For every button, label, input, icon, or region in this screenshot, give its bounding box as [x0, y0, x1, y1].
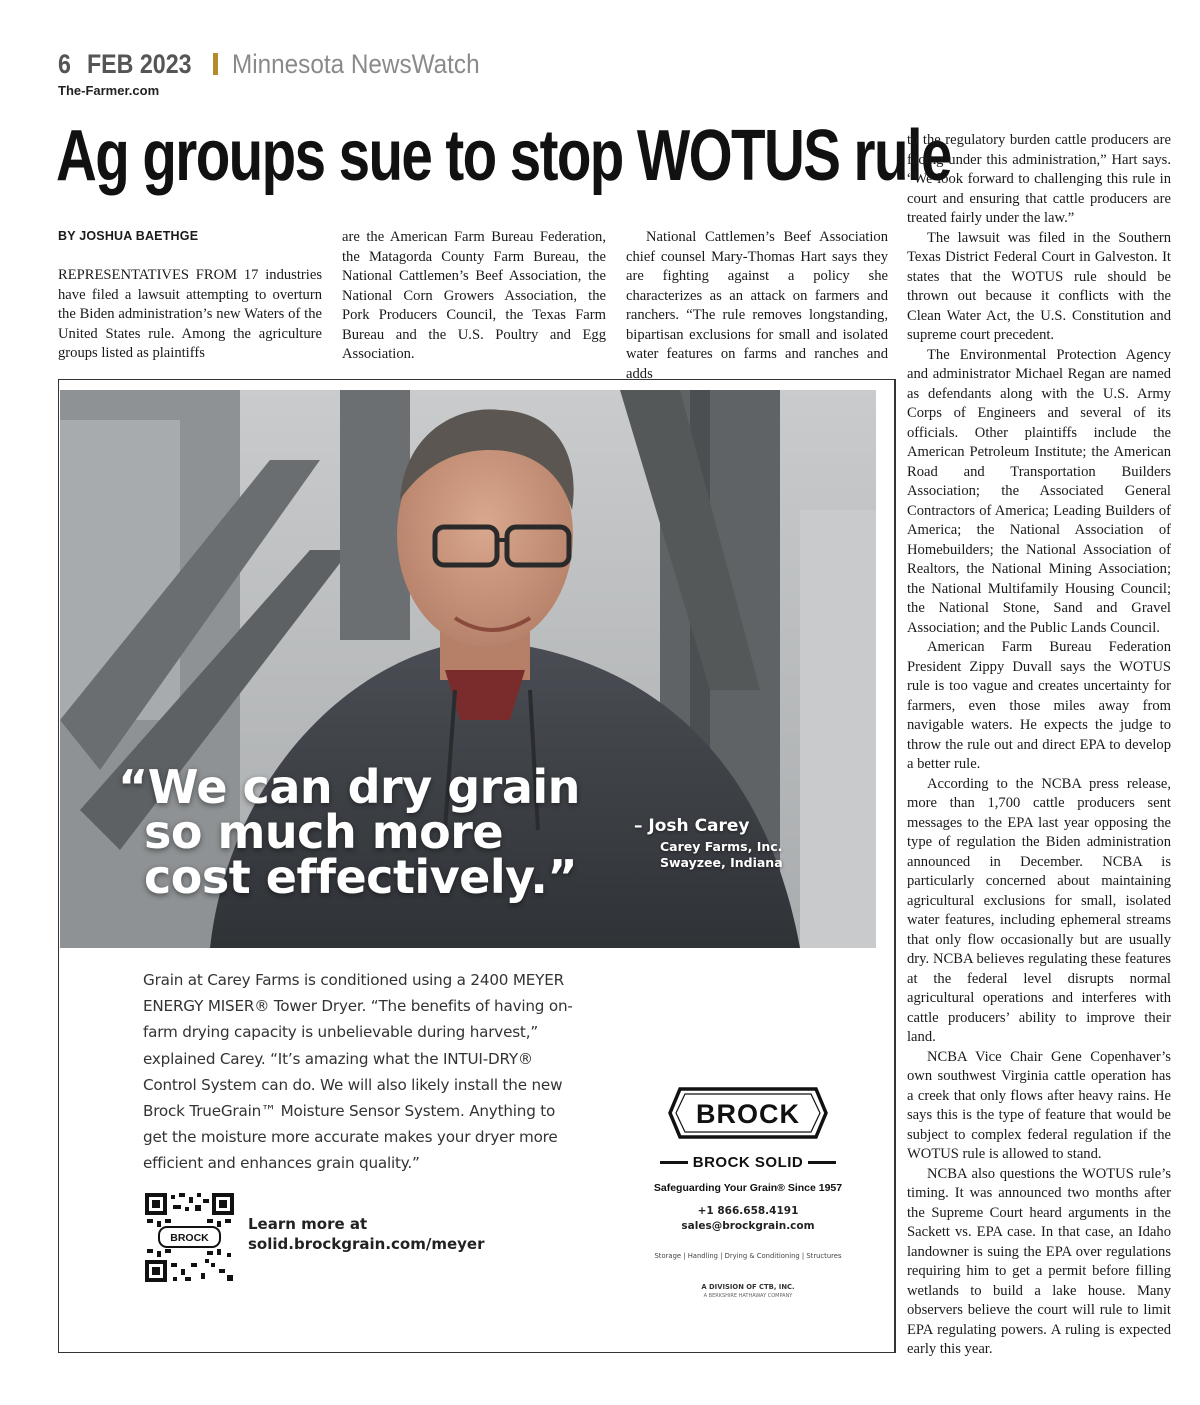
attribution-company: Carey Farms, Inc.	[660, 839, 783, 854]
brock-logo-icon	[668, 1086, 828, 1140]
article-column-4	[907, 131, 1171, 1360]
learn-more-label: Learn more at	[248, 1215, 368, 1233]
column-rule	[895, 379, 896, 1353]
article-column-2	[342, 228, 606, 365]
quote-line: cost effectively.”	[144, 850, 578, 904]
brand-rule-right	[808, 1161, 836, 1164]
qr-code-icon	[145, 1193, 234, 1282]
email-address[interactable]: sales@brockgrain.com	[681, 1220, 815, 1232]
article-column-1	[58, 266, 322, 364]
article-headline: Ag groups sue to stop WOTUS rule	[56, 116, 951, 196]
attribution-location: Swayzee, Indiana	[660, 855, 783, 870]
page-number: 6	[58, 48, 71, 79]
brand-tagline: Safeguarding Your Grain® Since 1957	[653, 1182, 843, 1194]
paragraph: to the regulatory burden cattle producers are facing under this administration,” Hart says. “We look forward to challenging this rule in court and ensuring that cattle producers are treated fairly under the law.”	[907, 132, 1171, 226]
ad-quote	[118, 760, 580, 904]
paragraph: REPRESENTATIVES FROM 17 industries have filed a lawsuit attempting to overturn the Biden administration’s new Waters of the United States rule. Among the agriculture groups listed as plaintiffs	[58, 267, 322, 361]
paragraph: NCBA Vice Chair Gene Copenhaver’s own southwest Virginia cattle operation has a creek that only flows after heavy rains. He says this is the type of feature that would be subject to complex federal regulation if the WOTUS rule is allowed to stand.	[907, 1048, 1171, 1162]
brand-line	[660, 1154, 836, 1171]
brock-logo	[668, 1086, 828, 1140]
division-label: A DIVISION OF CTB, INC.	[701, 1283, 795, 1291]
brand-rule-left	[660, 1161, 688, 1164]
learn-more-url[interactable]: solid.brockgrain.com/meyer	[248, 1235, 485, 1253]
brand-line-text: BROCK SOLID	[692, 1154, 804, 1171]
byline: BY JOSHUA BAETHGE	[58, 229, 199, 243]
parent-company-label: A BERKSHIRE HATHAWAY COMPANY	[703, 1293, 793, 1299]
paragraph: The Environmental Protection Agency and administrator Michael Regan are named as defendants along with the U.S. Army Corps of Engineers and several of its officials. Other plaintiffs include the American Petroleum Institute; the American Road and Transportation Builders Association; the Associated General Contractors of America; Leading Builders of America; the National Association of Homebuilders; the National Association of Realtors, the National Mining Association; the National Multifamily Housing Council; the National Stone, Sand and Gravel Association; and the Public Lands Council.	[907, 346, 1171, 636]
ad-body-copy: Grain at Carey Farms is conditioned using a 2400 MEYER ENERGY MISER® Tower Dryer. “The benefits of having on-farm drying capacity is unbelievable during harvest,” explained Carey. “It’s amazing what the INTUI-DRY® Control System can do. We will also likely install the new Brock TrueGrain™ Moisture Sensor System. Anything to get the moisture more accurate makes your dryer more efficient and enhances grain quality.”	[143, 971, 573, 1173]
services-list: Storage | Handling | Drying & Conditioning | Structures	[654, 1252, 842, 1260]
paragraph: National Cattlemen’s Beef Association chief counsel Mary-Thomas Hart says they are fighting against a policy she characterizes as an attack on farmers and ranchers. “The rule removes longstanding, bipartisan exclusions for small and isolated water features on farms and ranches and adds	[626, 229, 888, 382]
article-column-3	[626, 228, 888, 384]
paragraph: The lawsuit was filed in the Southern Texas District Federal Court in Galveston. It states that the WOTUS rule should be thrown out because it conflicts with the Clean Water Act, the U.S. Constitution and supreme court precedent.	[907, 229, 1171, 343]
quote-line: so much more	[144, 805, 504, 859]
quote-attribution-details	[660, 839, 783, 871]
qr-brand-label: BROCK	[170, 1232, 209, 1244]
quote-line: “We can dry grain	[118, 760, 580, 814]
section-name: Minnesota NewsWatch	[231, 48, 480, 79]
page-header	[58, 46, 507, 82]
paragraph: NCBA also questions the WOTUS rule’s timing. It was announced two months after the Supreme Court heard arguments in the Sackett vs. EPA case. In that case, an Idaho landowner is suing the EPA over regulations requiring him to get a permit before filling wetlands to build a lake house. Many observers believe the court will rule to limit EPA regulating powers. A ruling is expected early this year.	[907, 1165, 1171, 1357]
contact-info	[600, 1204, 896, 1234]
learn-more-text	[248, 1214, 485, 1254]
website-label: The-Farmer.com	[58, 83, 160, 98]
paragraph: are the American Farm Bureau Federation, the Matagorda County Farm Bureau, the National Cattlemen’s Beef Association, the National Corn Growers Association, the Pork Producers Council, the Texas Farm Bureau and the U.S. Poultry and Egg Association.	[342, 229, 606, 362]
qr-code[interactable]	[145, 1193, 234, 1282]
paragraph: American Farm Bureau Federation President Zippy Duvall says the WOTUS rule is too vague and creates uncertainty for farmers, even those miles away from navigable waters. He expects the judge to throw the rule out and direct EPA to develop a better rule.	[907, 639, 1171, 772]
issue-date: FEB 2023	[87, 48, 192, 79]
phone-number[interactable]: +1 866.658.4191	[697, 1205, 799, 1217]
logo-wordmark: BROCK	[696, 1099, 800, 1129]
quote-attribution-name: – Josh Carey	[634, 816, 750, 836]
paragraph: According to the NCBA press release, more than 1,700 cattle producers sent messages to the EPA last year opposing the type of regulation the Biden administration announced in December. NCBA is particularly concerned about maintaining agricultural exclusions for small, isolated water features, including ephemeral streams that only flow occasionally but are usually dry. NCBA believes regulating these features at the federal level disrupts normal agricultural operations and interferes with cattle producers’ ability to improve their land.	[907, 775, 1171, 1045]
header-divider	[213, 53, 218, 75]
